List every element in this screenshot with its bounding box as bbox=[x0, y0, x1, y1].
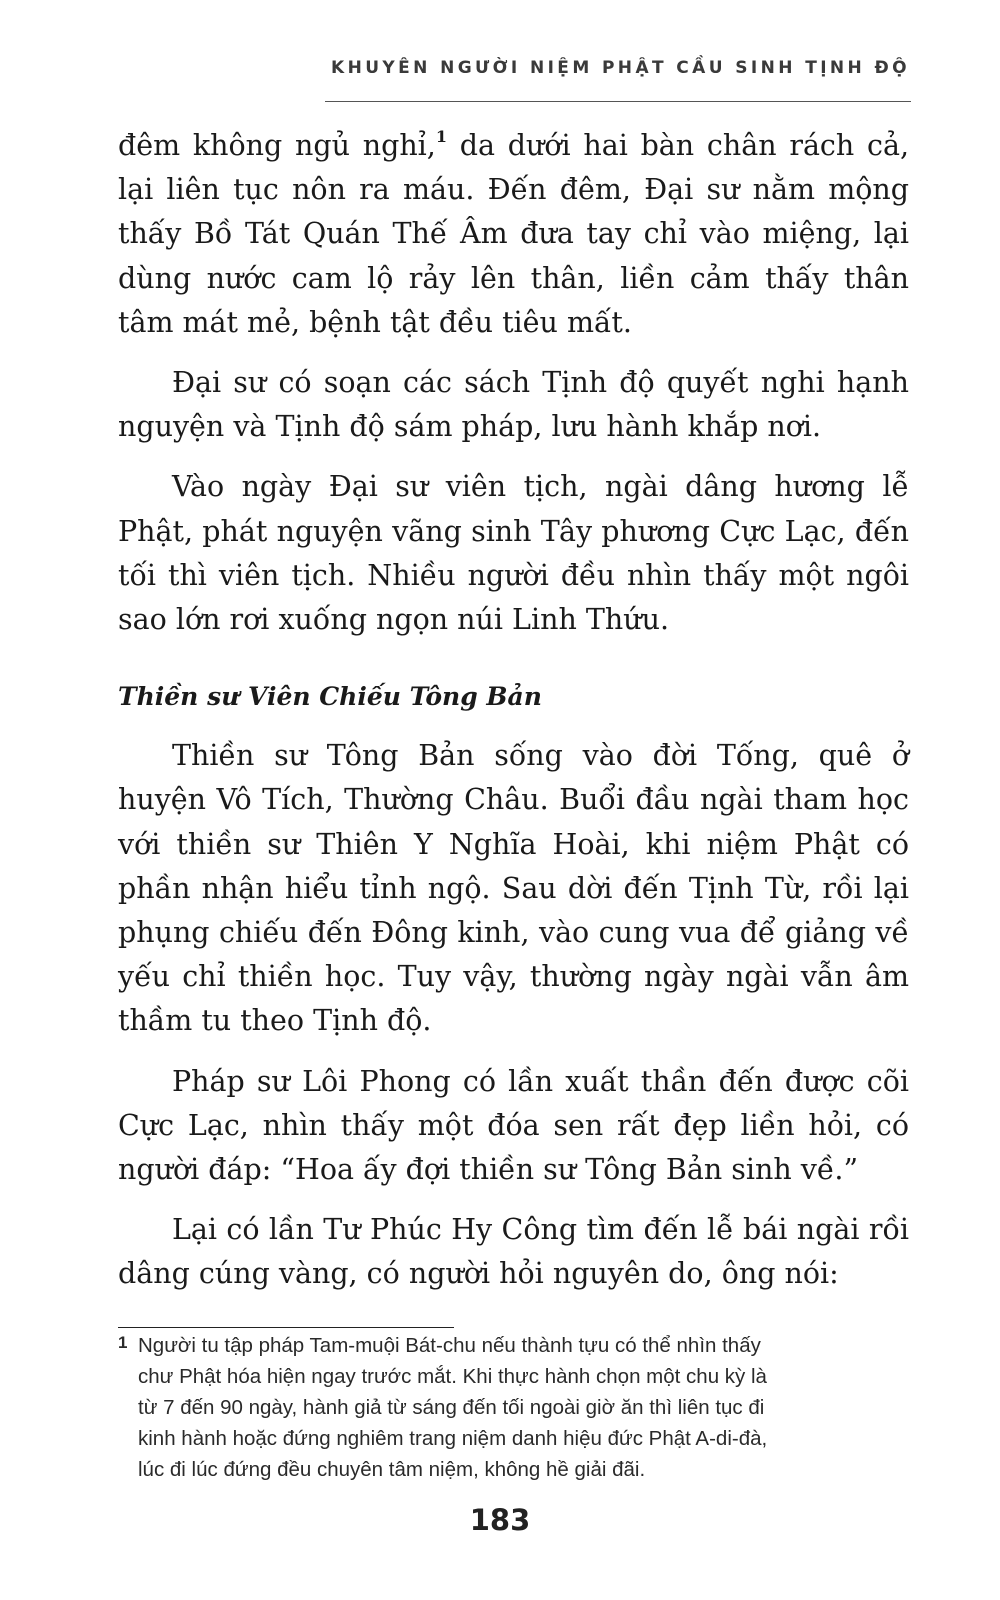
paragraph-1 bbox=[118, 124, 909, 345]
paragraph-4: Thiền sư Tông Bản sống vào đời Tống, quê ở huyện Vô Tích, Thường Châu. Buổi đầu ngài tham học với thiền sư Thiên Y Nghĩa Hoài, khi niệm Phật có phần nhận hiểu tỉnh ngộ. Sau dời đến Tịnh Từ, rồi lại phụng chiếu đến Đông kinh, vào cung vua để giảng về yếu chỉ thiền học. Tuy vậy, thường ngày ngài vẫn âm thầm tu theo Tịnh độ. bbox=[118, 739, 909, 1038]
page-number: 183 bbox=[469, 1503, 531, 1537]
footnote bbox=[118, 1330, 918, 1485]
footnote-line: lúc đi lúc đứng đều chuyên tâm niệm, không hề giải đãi. bbox=[138, 1458, 646, 1481]
footnote-marker: 1 bbox=[118, 1333, 128, 1352]
body-text bbox=[118, 124, 909, 1297]
paragraph-1-rest: da dưới hai bàn chân rách cả, lại liên tục nôn ra máu. Đến đêm, Đại sư nằm mộng thấy Bồ Tát Quán Thế Âm đưa tay chỉ vào miệng, lại dùng nước cam lộ rảy lên thân, liền cảm thấy thân tâm mát mẻ, bệnh tật đều tiêu mất. bbox=[118, 129, 910, 339]
footnote-line: từ 7 đến 90 ngày, hành giả từ sáng đến tối ngoài giờ ăn thì liên tục đi bbox=[138, 1396, 765, 1419]
footnote-line: kinh hành hoặc đứng nghiêm trang niệm danh hiệu đức Phật A-di-đà, bbox=[138, 1427, 768, 1450]
running-header: KHUYÊN NGƯỜI NIỆM PHẬT CẦU SINH TỊNH ĐỘ bbox=[331, 58, 910, 78]
paragraph-5: Pháp sư Lôi Phong có lần xuất thần đến được cõi Cực Lạc, nhìn thấy một đóa sen rất đẹp liền hỏi, có người đáp: “Hoa ấy đợi thiền sư Tông Bản sinh về.” bbox=[118, 1064, 909, 1187]
paragraph-3: Vào ngày Đại sư viên tịch, ngài dâng hương lễ Phật, phát nguyện vãng sinh Tây phương Cực Lạc, đến tối thì viên tịch. Nhiều người đều nhìn thấy một ngôi sao lớn rơi xuống ngọn núi Linh Thứu. bbox=[118, 470, 909, 637]
footnote-rule bbox=[118, 1327, 454, 1328]
paragraph-2: Đại sư có soạn các sách Tịnh độ quyết nghi hạnh nguyện và Tịnh độ sám pháp, lưu hành khắp nơi. bbox=[118, 366, 909, 444]
footnote-line: Người tu tập pháp Tam-muội Bát-chu nếu thành tựu có thể nhìn thấy bbox=[138, 1334, 761, 1357]
header-rule bbox=[325, 101, 911, 102]
footnote-reference: 1 bbox=[435, 127, 447, 146]
footnote-line: chư Phật hóa hiện ngay trước mắt. Khi thực hành chọn một chu kỳ là bbox=[138, 1365, 767, 1388]
section-heading: Thiền sư Viên Chiếu Tông Bản bbox=[118, 682, 542, 712]
paragraph-6: Lại có lần Tư Phúc Hy Công tìm đến lễ bái ngài rồi dâng cúng vàng, có người hỏi nguyên do, ông nói: bbox=[118, 1213, 909, 1291]
paragraph-1-lead: đêm không ngủ nghỉ, bbox=[118, 129, 436, 162]
